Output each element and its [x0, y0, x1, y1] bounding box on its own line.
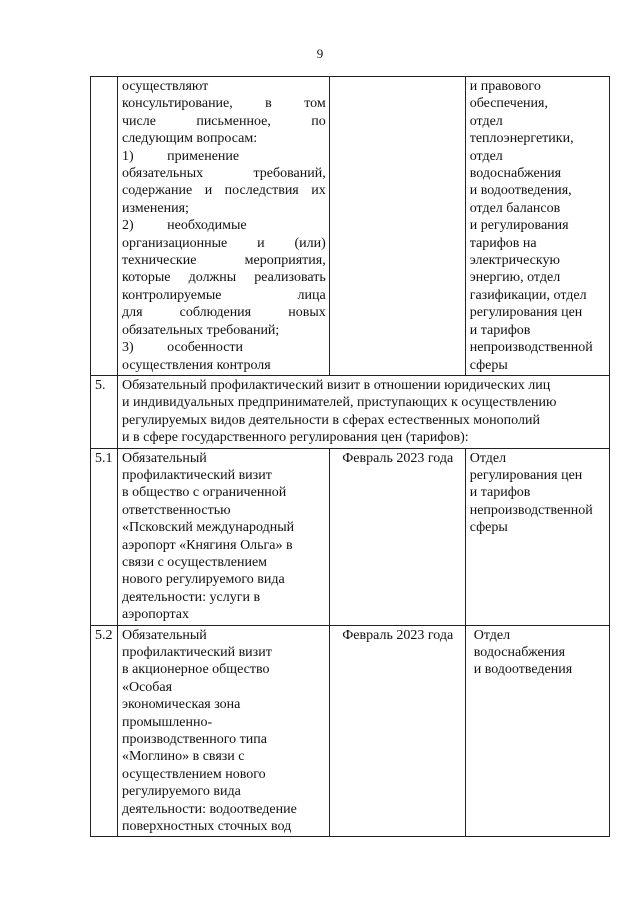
desc-line: «Особая	[121, 679, 173, 695]
desc-line: осуществляют	[121, 79, 209, 94]
desc-line: организационные и (или)	[121, 235, 326, 251]
desc-line: технические мероприятия,	[121, 253, 326, 269]
resp-line: и правового	[469, 79, 541, 94]
desc-line: 3) особенности	[121, 340, 244, 356]
desc-line: для соблюдения новых	[121, 305, 326, 321]
resp-line: регулирования цен	[469, 305, 583, 321]
page-number: 9	[316, 46, 324, 61]
desc-line: содержание и последствия их	[121, 183, 326, 199]
desc-line: деятельности: услуги в	[121, 589, 261, 605]
resp-line: и водоотведения,	[469, 183, 572, 199]
resp-line: сферы	[469, 357, 508, 373]
desc-line: 1) применение	[121, 148, 240, 164]
desc-line: Обязательный	[121, 450, 207, 466]
desc-line: «Псковский международный	[121, 520, 295, 536]
desc-line: поверхностных сточных вод	[121, 819, 292, 835]
table-row-section-5	[91, 375, 610, 448]
date-cell	[329, 77, 465, 376]
description-cell	[117, 448, 329, 625]
desc-line: аэропортах	[121, 607, 190, 623]
resp-line: водоснабжения	[469, 166, 562, 182]
desc-line: контролируемые лица	[121, 287, 326, 303]
desc-line: которые должны реализовать	[121, 270, 326, 286]
resp-line: непроизводственной	[469, 502, 593, 518]
table-row-5-1	[91, 448, 610, 625]
desc-line: связи с осуществлением	[121, 554, 268, 570]
section-title-line: регулируемых видов деятельности в сферах естественных монополий	[121, 412, 540, 428]
desc-line: «Моглино» в связи с	[121, 749, 245, 765]
responsible-cell	[465, 77, 609, 376]
date-cell: Февраль 2023 года	[329, 448, 465, 625]
resp-line: сферы	[469, 520, 508, 536]
section-title-line: и в сфере государственного регулирования цен (тарифов):	[121, 430, 469, 446]
desc-line: числе письменное, по	[121, 113, 326, 129]
desc-line: регулируемого вида	[121, 784, 241, 800]
resp-line: отдел балансов	[469, 200, 561, 216]
table-row-5-2	[91, 625, 610, 837]
row-number-cell	[91, 77, 118, 376]
resp-line: Отдел	[469, 450, 507, 466]
desc-line: осуществления контроля	[121, 357, 271, 373]
row-number-cell: 5.2	[91, 625, 118, 837]
resp-line: Отдел	[473, 627, 511, 643]
row-number-cell: 5.	[91, 375, 118, 448]
plan-table	[90, 76, 610, 837]
desc-line: профилактический визит	[121, 645, 272, 660]
resp-line: обеспечения,	[469, 96, 548, 112]
desc-line: промышленно-	[121, 714, 213, 730]
desc-line: нового регулируемого вида	[121, 572, 285, 588]
desc-line: обязательных требований;	[121, 322, 280, 338]
resp-line: и тарифов	[469, 485, 531, 501]
responsible-cell	[465, 625, 609, 837]
desc-line: Обязательный	[121, 627, 207, 643]
resp-line: теплоэнергетики,	[469, 131, 574, 147]
resp-line: отдел	[469, 113, 503, 129]
date-cell: Февраль 2023 года	[329, 625, 465, 837]
desc-line: аэропорт «Княгиня Ольга» в	[121, 537, 293, 553]
desc-line: ответственностью	[121, 502, 231, 518]
desc-line: производственного типа	[121, 732, 268, 748]
desc-line: экономическая зона	[121, 697, 241, 713]
section-title-cell	[117, 375, 609, 448]
resp-line: водоснабжения	[473, 645, 566, 660]
resp-line: регулирования цен	[469, 467, 583, 483]
desc-line: следующим вопросам:	[121, 131, 258, 147]
resp-line: газификации, отдел	[469, 287, 587, 303]
desc-line: обязательных требований,	[121, 166, 326, 182]
desc-line: консультирование, в том	[121, 96, 326, 112]
resp-line: и тарифов	[469, 322, 531, 338]
resp-line: непроизводственной	[469, 340, 593, 356]
desc-line: в акционерное общество	[121, 662, 270, 678]
description-cell	[117, 625, 329, 837]
description-cell	[117, 77, 329, 376]
resp-line: и водоотведения	[473, 662, 573, 678]
desc-line: осуществлением нового	[121, 766, 266, 782]
resp-line: тарифов на	[469, 235, 537, 251]
section-title-line: и индивидуальных предпринимателей, приступающих к осуществлению	[121, 395, 557, 411]
resp-line: и регулирования	[469, 218, 569, 234]
desc-line: профилактический визит	[121, 467, 272, 483]
desc-line: в общество с ограниченной	[121, 485, 287, 501]
table-row-continuation	[91, 77, 610, 376]
resp-line: энергию, отдел	[469, 270, 561, 286]
row-number-cell: 5.1	[91, 448, 118, 625]
resp-line: отдел	[469, 148, 503, 164]
responsible-cell	[465, 448, 609, 625]
resp-line: электрическую	[469, 253, 560, 269]
desc-line: изменения;	[121, 200, 189, 216]
desc-line: деятельности: водоотведение	[121, 801, 297, 817]
desc-line: 2) необходимые	[121, 218, 247, 234]
section-title-line: Обязательный профилактический визит в отношении юридических лиц	[121, 377, 551, 393]
